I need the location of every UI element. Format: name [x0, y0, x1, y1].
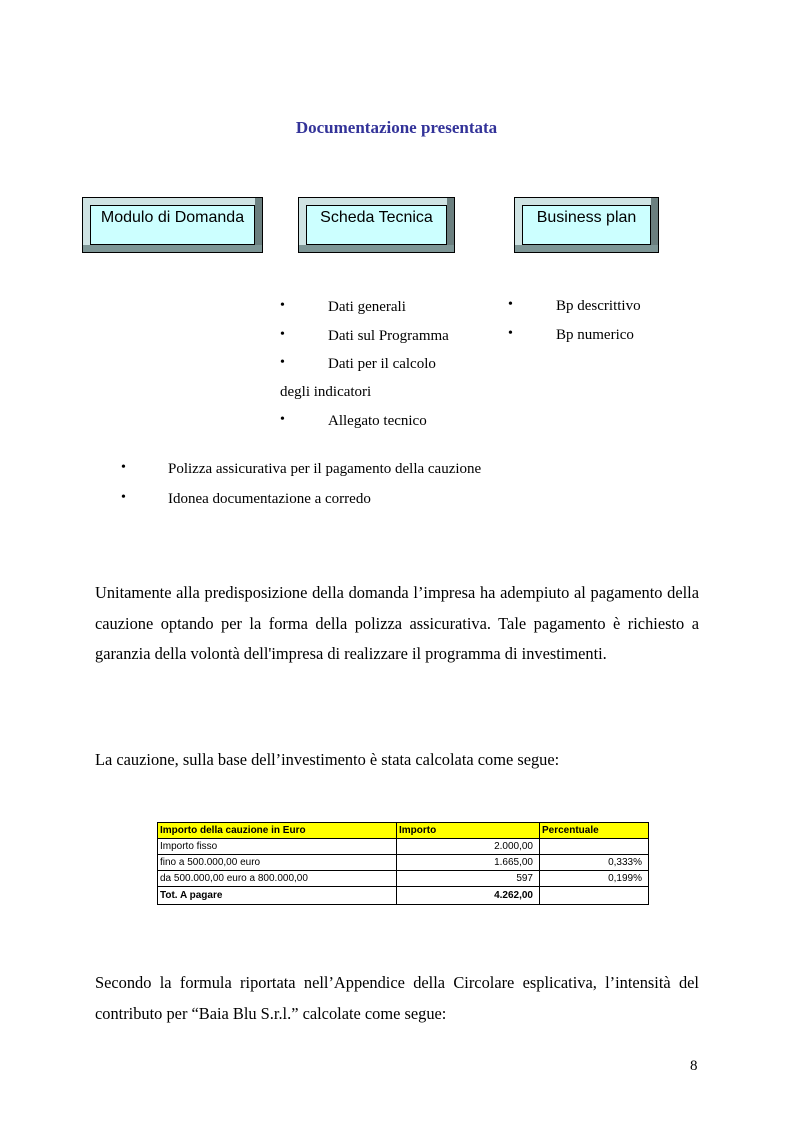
bullet-icon: • — [508, 326, 513, 341]
table-cell: Importo fisso — [158, 839, 397, 855]
bullet-icon: • — [280, 355, 285, 370]
box-scheda-label: Scheda Tecnica — [306, 205, 447, 245]
bullet-icon: • — [121, 490, 126, 505]
table-cell: da 500.000,00 euro a 800.000,00 — [158, 871, 397, 887]
page-number: 8 — [690, 1058, 698, 1074]
table-cell: fino a 500.000,00 euro — [158, 855, 397, 871]
box-scheda-tecnica — [298, 197, 455, 253]
paragraph-formula: Secondo la formula riportata nell’Appendice della Circolare esplicativa, l’intensità del contributo per “Baia Blu S.r.l.” calcolate come segue: — [95, 973, 699, 1023]
bullet-icon: • — [121, 460, 126, 475]
list-item-bp-descrittivo: Bp descrittivo — [556, 298, 641, 314]
box-business-plan — [514, 197, 659, 253]
box-modulo-label: Modulo di Domanda — [90, 205, 255, 245]
table-row — [158, 871, 649, 887]
table-total-row — [158, 887, 649, 905]
box-modulo-di-domanda — [82, 197, 263, 253]
table-cell: 4.262,00 — [397, 887, 540, 905]
table-cell: Tot. A pagare — [158, 887, 397, 905]
paragraph-calcolo: La cauzione, sulla base dell’investimento è stata calcolata come segue: — [95, 750, 560, 769]
table-cell — [540, 887, 649, 905]
table-header-cell: Importo — [397, 823, 540, 839]
cauzione-table — [157, 822, 649, 905]
table-cell: 0,333% — [540, 855, 649, 871]
table-header-cell: Percentuale — [540, 823, 649, 839]
list-item-allegato-tecnico: Allegato tecnico — [328, 413, 427, 429]
bullet-icon: • — [508, 297, 513, 312]
table-cell: 1.665,00 — [397, 855, 540, 871]
bullet-icon: • — [280, 327, 285, 342]
table-cell: 597 — [397, 871, 540, 887]
table-header-row — [158, 823, 649, 839]
table-row — [158, 839, 649, 855]
table-cell: 0,199% — [540, 871, 649, 887]
table-row — [158, 855, 649, 871]
list-item-bp-numerico: Bp numerico — [556, 327, 634, 343]
list-item-dati-calcolo-cont: degli indicatori — [280, 384, 372, 400]
list-item-dati-programma: Dati sul Programma — [328, 328, 449, 344]
table-cell — [540, 839, 649, 855]
table-header-cell: Importo della cauzione in Euro — [158, 823, 397, 839]
list-item-dati-calcolo: Dati per il calcolo — [328, 356, 436, 372]
list-item-polizza: Polizza assicurativa per il pagamento della cauzione — [168, 461, 482, 477]
list-item-dati-generali: Dati generali — [328, 299, 406, 315]
bullet-icon: • — [280, 298, 285, 313]
table-cell: 2.000,00 — [397, 839, 540, 855]
paragraph-cauzione: Unitamente alla predisposizione della domanda l’impresa ha adempiuto al pagamento della cauzione optando per la forma della polizza assicurativa. Tale pagamento è richiesto a garanzia della volontà dell'impresa di realizzare il programma di investimenti. — [95, 583, 699, 663]
page-heading: Documentazione presentata — [295, 118, 498, 137]
box-business-label: Business plan — [522, 205, 651, 245]
bullet-icon: • — [280, 412, 285, 427]
list-item-documentazione: Idonea documentazione a corredo — [168, 491, 371, 507]
